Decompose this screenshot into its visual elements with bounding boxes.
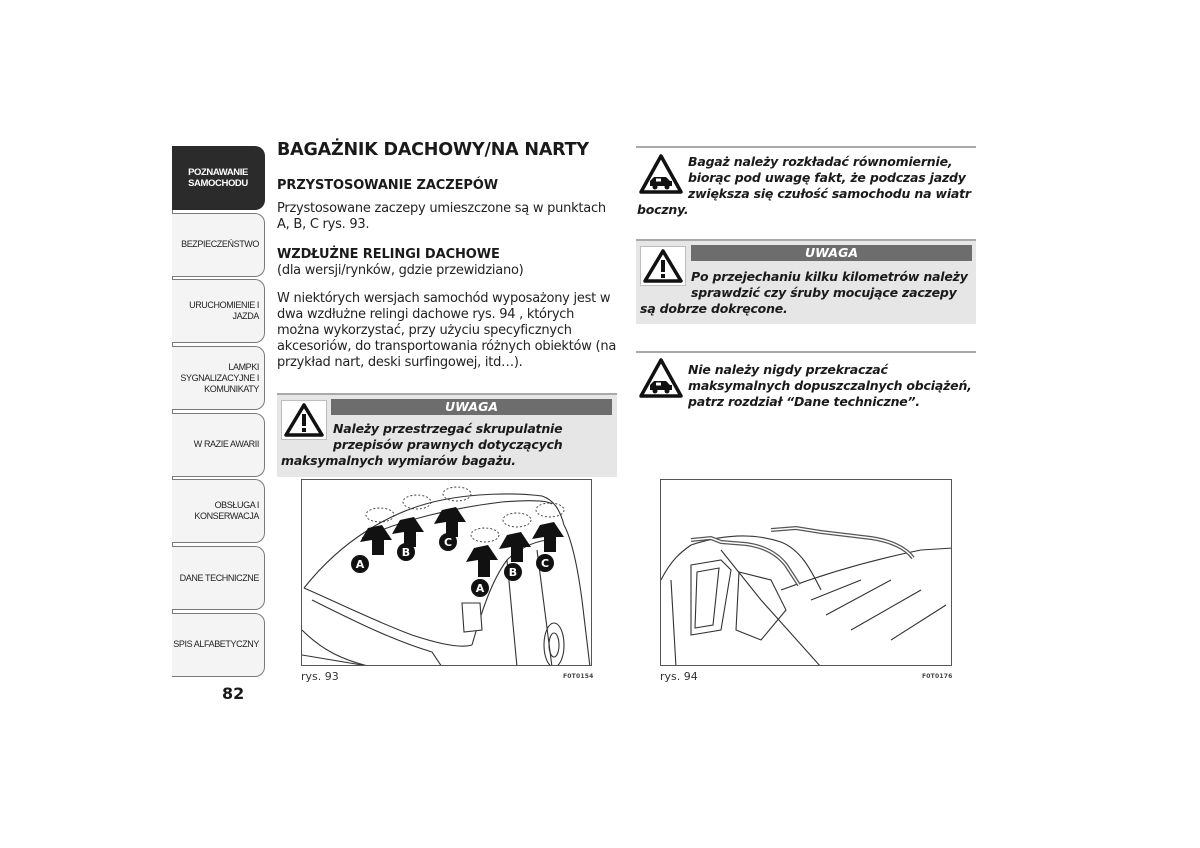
figure-93-code: F0T0154 [563, 673, 594, 680]
page-title: BAGAŻNIK DACHOWY/NA NARTY [277, 140, 589, 160]
warning-box-bolts [636, 239, 976, 324]
warning-line: są dobrze dokręcone. [640, 301, 788, 316]
warning-line: maksymalnych dopuszczalnych obciążeń, [688, 378, 972, 393]
warning-box-max-load [636, 351, 976, 411]
tab-w-razie-awarii[interactable]: W RAZIE AWARII [172, 413, 265, 477]
anchor-marker: A [355, 558, 365, 571]
left-column [277, 140, 617, 371]
section-note-relingi: (dla wersji/rynków, gdzie przewidziano) [277, 263, 524, 278]
warning-line: boczny. [637, 202, 689, 217]
warning-title-bar: UWAGA [331, 399, 612, 415]
warning-line: maksymalnych wymiarów bagażu. [281, 453, 516, 468]
warning-line: Bagaż należy rozkładać równomiernie, [688, 154, 953, 169]
figure-94-code: F0T0176 [922, 673, 953, 680]
warning-line: patrz rozdział “Dane techniczne”. [688, 394, 920, 409]
warning-line: zwiększa się czułość samochodu na wiatr [688, 186, 971, 201]
figure-94-label: rys. 94 [660, 670, 698, 683]
figure-94 [660, 479, 952, 666]
anchor-marker: B [401, 546, 411, 559]
figure-93 [301, 479, 592, 666]
warning-line: Należy przestrzegać skrupulatnie [333, 421, 563, 436]
tab-uruchomienie-i-jazda[interactable]: URUCHOMIENIE I JAZDA [172, 279, 265, 343]
warning-box-dimensions [277, 393, 617, 477]
anchor-marker: C [443, 536, 453, 549]
anchor-marker: B [508, 566, 518, 579]
warning-triangle-icon [281, 400, 327, 440]
section-text-zaczepy: Przystosowane zaczepy umieszczone są w punktach A, B, C rys. 93. [277, 201, 606, 232]
page-number: 82 [222, 684, 245, 703]
roof-anchor-illustration [302, 480, 592, 666]
tab-bezpieczenstwo[interactable]: BEZPIECZEŃSTWO [172, 213, 265, 277]
anchor-marker: C [540, 557, 550, 570]
section-text-relingi: W niektórych wersjach samochód wyposażony jest w dwa wzdłużne relingi dachowe rys. 94 , których można wykorzystać, przy użyciu specyficznych akcesoriów, do transportowania różnych obiektów (na przykład nart, deski surfingowej, itd…). [277, 291, 617, 370]
vehicle-warning-icon [638, 358, 684, 398]
tab-obsluga-i-konserwacja[interactable]: OBSŁUGA I KONSERWACJA [172, 479, 265, 543]
warning-line: przepisów prawnych dotyczących [333, 437, 563, 452]
figure-93-label: rys. 93 [301, 670, 339, 683]
tab-poznawanie-samochodu[interactable]: POZNAWANIE SAMOCHODU [172, 146, 265, 210]
tab-lampki-sygnalizacyjne[interactable]: LAMPKI SYGNALIZACYJNE I KOMUNIKATY [172, 346, 265, 410]
roof-rails-illustration [661, 480, 952, 666]
warning-line: sprawdzić czy śruby mocujące zaczepy [691, 285, 957, 300]
vehicle-warning-icon [638, 154, 684, 194]
warning-box-load [636, 146, 976, 220]
warning-triangle-icon [640, 246, 686, 286]
warning-title-bar: UWAGA [691, 245, 972, 261]
chapter-tabs [172, 146, 265, 680]
tab-dane-techniczne[interactable]: DANE TECHNICZNE [172, 546, 265, 610]
anchor-marker: A [475, 582, 485, 595]
warning-line: Nie należy nigdy przekraczać [688, 362, 888, 377]
section-heading-relingi: WZDŁUŻNE RELINGI DACHOWE [277, 247, 500, 262]
warning-line: Po przejechaniu kilku kilometrów należy [691, 269, 968, 284]
section-heading-zaczepy: PRZYSTOSOWANIE ZACZEPÓW [277, 178, 498, 193]
tab-spis-alfabetyczny[interactable]: SPIS ALFABETYCZNY [172, 613, 265, 677]
warning-line: biorąc pod uwagę fakt, że podczas jazdy [688, 170, 966, 185]
